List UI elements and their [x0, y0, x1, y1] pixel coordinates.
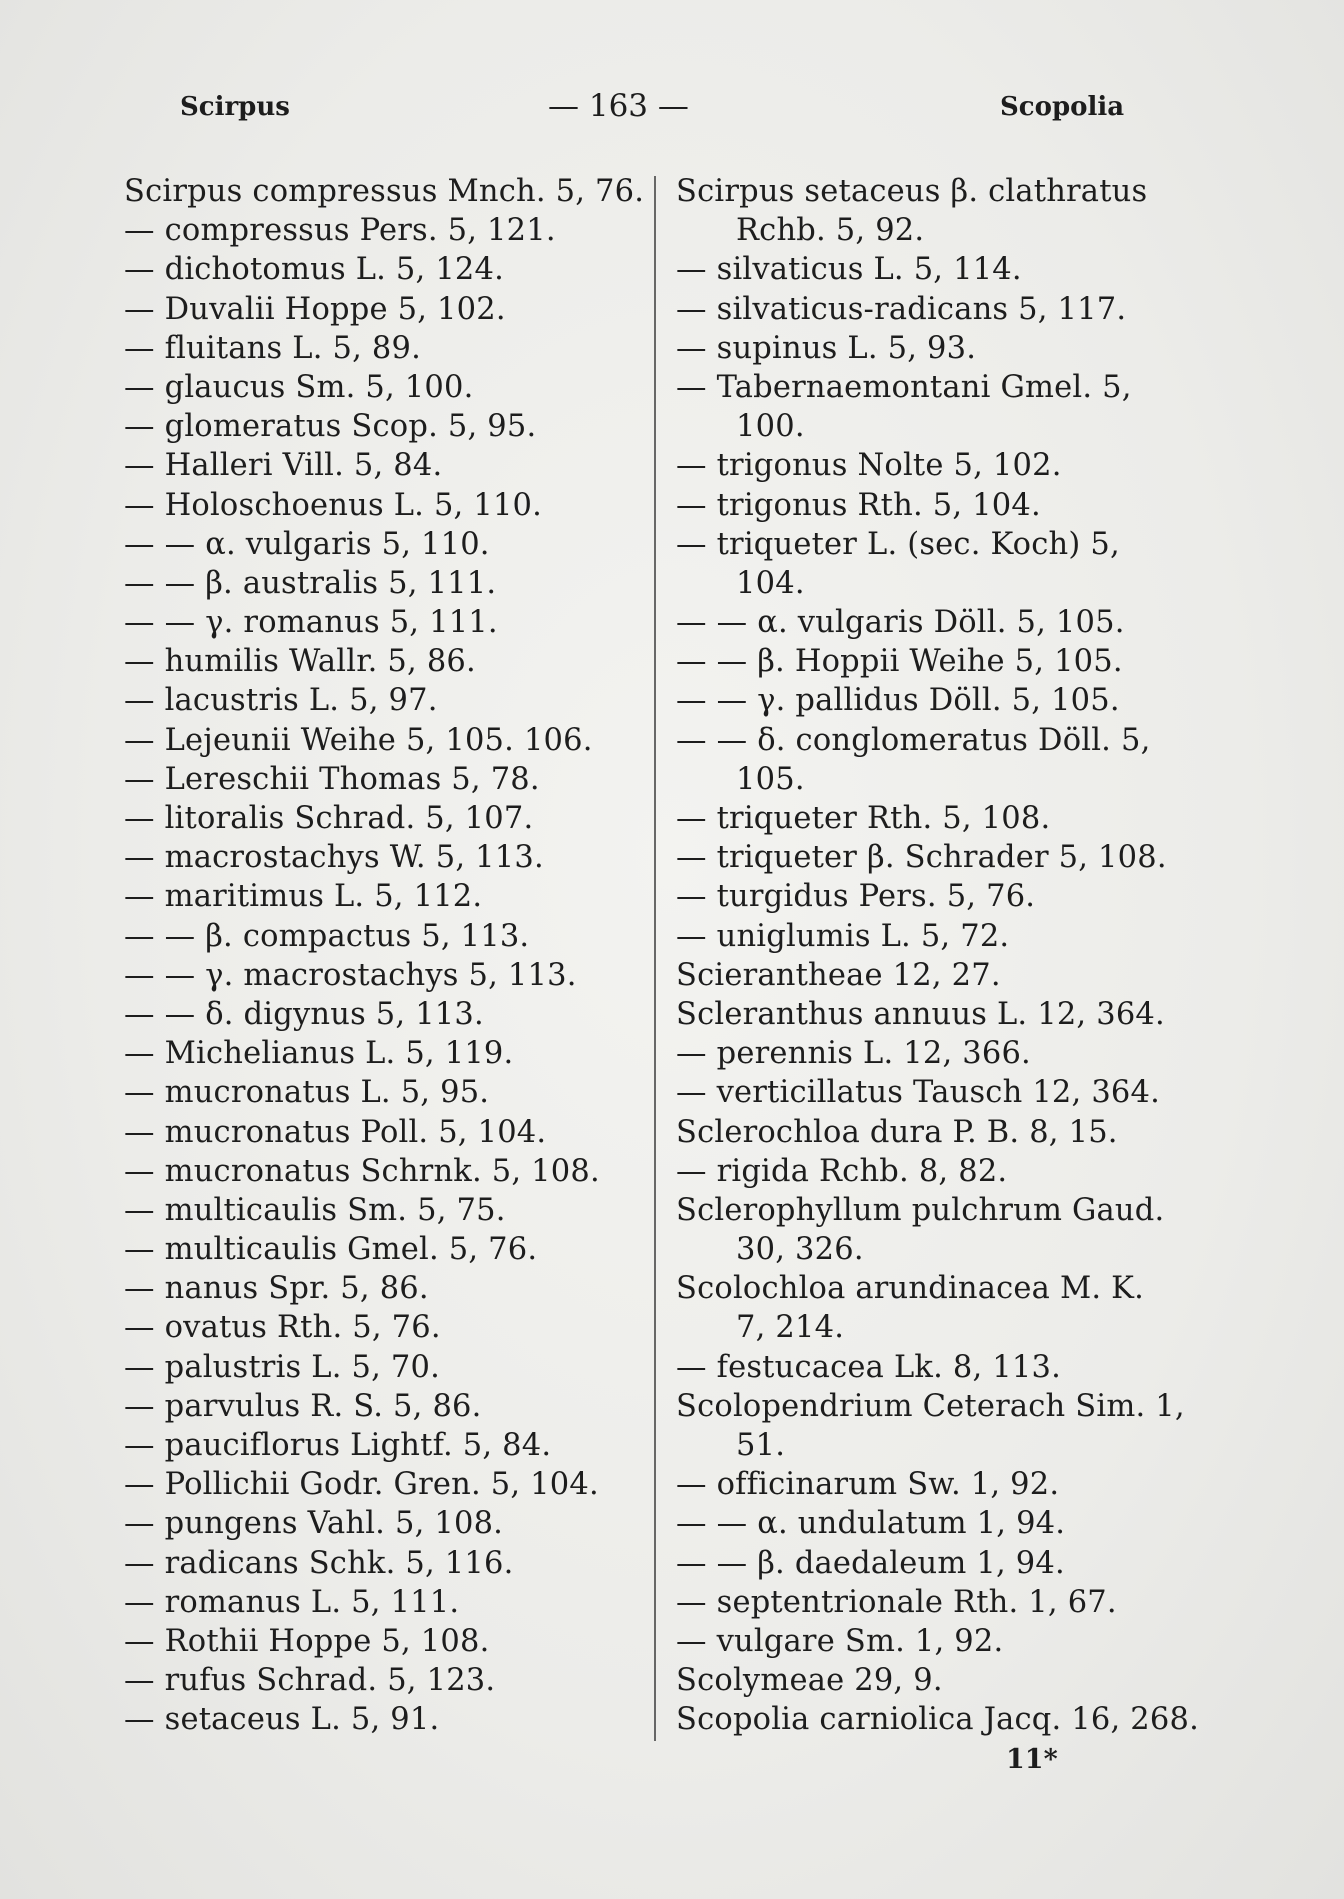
index-column-left: [124, 172, 654, 1740]
index-entry: — festucacea Lk. 8, 113.: [676, 1349, 1061, 1385]
index-entry: — radicans Schk. 5, 116.: [124, 1545, 514, 1581]
index-entry: — fluitans L. 5, 89.: [124, 330, 422, 366]
index-entry: — Pollichii Godr. Gren. 5, 104.: [124, 1467, 599, 1503]
index-entry: — uniglumis L. 5, 72.: [676, 918, 1010, 954]
index-entry: — perennis L. 12, 366.: [676, 1036, 1031, 1072]
index-entry: — palustris L. 5, 70.: [124, 1349, 441, 1385]
index-entry: — — α. vulgaris Döll. 5, 105.: [676, 605, 1125, 641]
index-entry: — — γ. romanus 5, 111.: [124, 605, 498, 641]
index-entry: — Michelianus L. 5, 119.: [124, 1036, 514, 1072]
index-entry: — — δ. digynus 5, 113.: [124, 996, 484, 1032]
index-entry: Sclerochloa dura P. B. 8, 15.: [676, 1114, 1118, 1150]
index-entry: — Duvalii Hoppe 5, 102.: [124, 291, 506, 327]
index-entry: — mucronatus Poll. 5, 104.: [124, 1114, 547, 1150]
index-entry: — — α. vulgaris 5, 110.: [124, 526, 490, 562]
index-entry: — officinarum Sw. 1, 92.: [676, 1467, 1060, 1503]
index-entry: — pauciflorus Lightf. 5, 84.: [124, 1428, 552, 1463]
signature-mark: 11*: [1006, 1744, 1058, 1775]
index-entry-continuation: 105.: [736, 761, 805, 797]
index-entry: — mucronatus L. 5, 95.: [124, 1075, 490, 1111]
index-entry-continuation: Rchb. 5, 92.: [736, 213, 925, 249]
index-entry: — glomeratus Scop. 5, 95.: [124, 409, 537, 445]
index-column-right: [676, 172, 1206, 1740]
index-entry: — verticillatus Tausch 12, 364.: [676, 1075, 1161, 1111]
index-entry: — — β. compactus 5, 113.: [124, 918, 530, 954]
index-entry: — litoralis Schrad. 5, 107.: [124, 801, 534, 836]
index-entry: Scleranthus annuus L. 12, 364.: [676, 996, 1165, 1032]
index-entry: — setaceus L. 5, 91.: [124, 1702, 440, 1738]
index-entry: — nanus Spr. 5, 86.: [124, 1271, 429, 1307]
index-entry: — dichotomus L. 5, 124.: [124, 252, 505, 288]
index-entry: — Rothii Hoppe 5, 108.: [124, 1623, 490, 1659]
header-left-guideword: Scirpus: [180, 92, 290, 122]
index-entry: — macrostachys W. 5, 113.: [124, 840, 544, 876]
index-entry-continuation: 30, 326.: [736, 1232, 864, 1268]
index-entry: — — α. undulatum 1, 94.: [676, 1506, 1066, 1542]
index-entry: — Holoschoenus L. 5, 110.: [124, 487, 543, 523]
index-entry: — Halleri Vill. 5, 84.: [124, 448, 443, 484]
page-number: — 163 —: [548, 88, 689, 124]
index-entry: — parvulus R. S. 5, 86.: [124, 1388, 482, 1424]
index-entry: — silvaticus-radicans 5, 117.: [676, 291, 1127, 327]
index-entry: — silvaticus L. 5, 114.: [676, 252, 1022, 288]
index-entry-continuation: 51.: [736, 1428, 786, 1463]
index-entry: — — β. australis 5, 111.: [124, 565, 497, 601]
index-entry: — — γ. macrostachys 5, 113.: [124, 957, 577, 993]
index-entry: — trigonus Rth. 5, 104.: [676, 487, 1041, 523]
index-entry: — maritimus L. 5, 112.: [124, 879, 483, 915]
index-entry: — rigida Rchb. 8, 82.: [676, 1153, 1008, 1189]
index-entry: Scirpus compressus Mnch. 5, 76.: [124, 174, 645, 209]
index-entry: — turgidus Pers. 5, 76.: [676, 879, 1036, 915]
index-entry: — triqueter Rth. 5, 108.: [676, 801, 1051, 836]
index-entry: — lacustris L. 5, 97.: [124, 683, 438, 719]
index-entry: — pungens Vahl. 5, 108.: [124, 1506, 504, 1542]
index-entry: — — β. daedaleum 1, 94.: [676, 1545, 1065, 1581]
index-entry: Scierantheae 12, 27.: [676, 957, 1001, 993]
index-entry: Scolymeae 29, 9.: [676, 1663, 943, 1699]
index-entry: — triqueter β. Schrader 5, 108.: [676, 840, 1167, 876]
index-entry: — humilis Wallr. 5, 86.: [124, 644, 476, 680]
index-entry-continuation: 100.: [736, 409, 805, 445]
index-entry: — Lejeunii Weihe 5, 105. 106.: [124, 722, 593, 758]
index-entry: — romanus L. 5, 111.: [124, 1584, 460, 1620]
index-entry: Sclerophyllum pulchrum Gaud.: [676, 1192, 1165, 1228]
index-entry: — multicaulis Sm. 5, 75.: [124, 1192, 506, 1228]
index-entry-continuation: 7, 214.: [736, 1310, 845, 1346]
index-entry: — vulgare Sm. 1, 92.: [676, 1623, 1004, 1659]
index-entry: Scopolia carniolica Jacq. 16, 268.: [676, 1702, 1200, 1738]
index-entry: Scolochloa arundinacea M. K.: [676, 1271, 1145, 1307]
index-entry: — ovatus Rth. 5, 76.: [124, 1310, 441, 1346]
index-entry: — Tabernaemontani Gmel. 5,: [676, 369, 1132, 405]
index-entry: — septentrionale Rth. 1, 67.: [676, 1584, 1117, 1620]
index-entry: Scirpus setaceus β. clathratus: [676, 174, 1148, 209]
index-entry: — Lereschii Thomas 5, 78.: [124, 761, 540, 797]
running-header: [0, 88, 1344, 132]
index-entry: — glaucus Sm. 5, 100.: [124, 369, 474, 405]
index-entry: Scolopendrium Ceterach Sim. 1,: [676, 1388, 1185, 1424]
index-entry-continuation: 104.: [736, 565, 805, 601]
index-entry: — — δ. conglomeratus Döll. 5,: [676, 722, 1151, 758]
column-divider: [654, 176, 656, 1741]
index-entry: — — β. Hoppii Weihe 5, 105.: [676, 644, 1123, 680]
index-entry: — trigonus Nolte 5, 102.: [676, 448, 1062, 484]
index-entry: — rufus Schrad. 5, 123.: [124, 1663, 496, 1699]
index-entry: — compressus Pers. 5, 121.: [124, 213, 556, 249]
index-entry: — mucronatus Schrnk. 5, 108.: [124, 1153, 600, 1189]
index-entry: — — γ. pallidus Döll. 5, 105.: [676, 683, 1120, 719]
index-entry: — triqueter L. (sec. Koch) 5,: [676, 526, 1120, 562]
index-entry: — supinus L. 5, 93.: [676, 330, 977, 366]
index-entry: — multicaulis Gmel. 5, 76.: [124, 1232, 538, 1268]
header-right-guideword: Scopolia: [1000, 92, 1125, 122]
